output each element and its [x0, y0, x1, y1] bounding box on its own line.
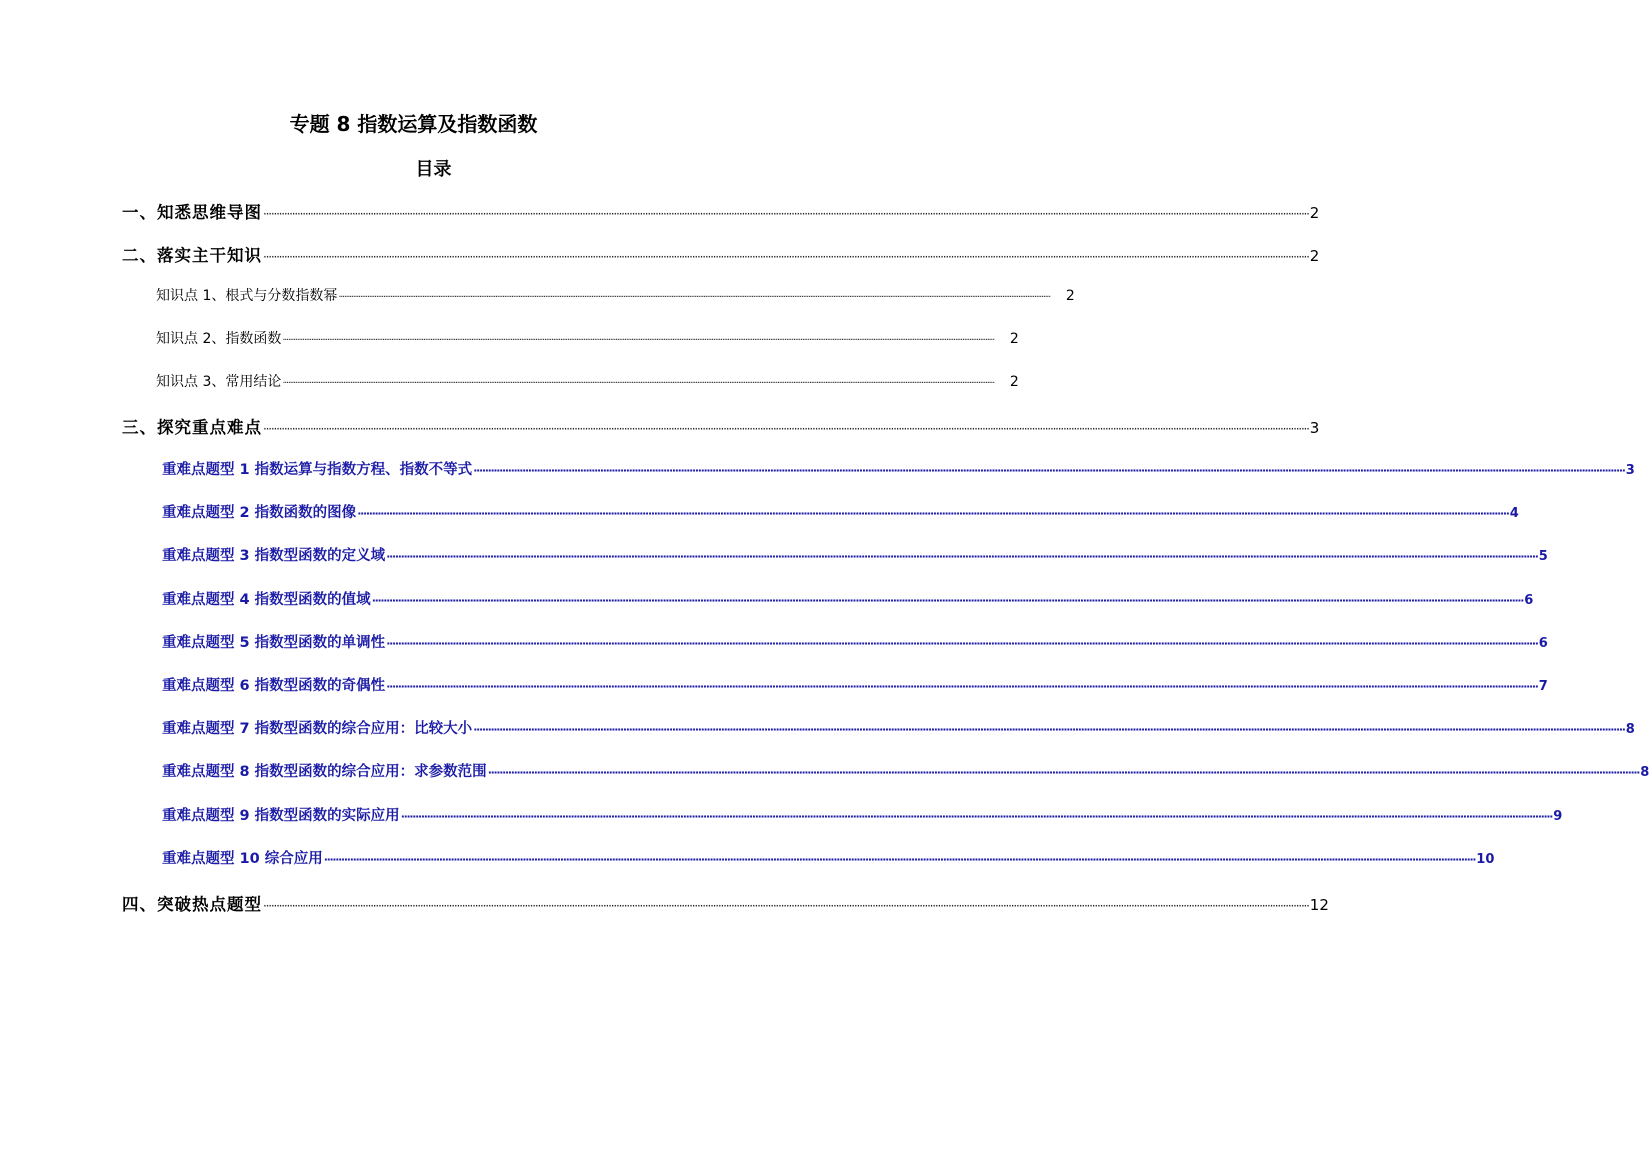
toc-entry-page-number: 10: [1476, 852, 1495, 867]
toc-entry[interactable]: [122, 242, 1320, 266]
toc-entry[interactable]: [162, 631, 1548, 652]
dot-leader: ················································································································································································································································································································································································································: [338, 292, 1050, 303]
toc-entry-label: 重难点题型 4 指数型函数的值域: [162, 592, 371, 608]
toc-entry-page-number: 9: [1553, 809, 1563, 824]
toc-heading: 目录: [415, 159, 452, 180]
toc-entry[interactable]: [162, 544, 1548, 565]
toc-entry-page-number: 2: [1009, 374, 1019, 390]
dot-leader: ················································································································································································································································································································································································································: [263, 250, 1309, 264]
toc-entry-label: 知识点 3、常用结论: [156, 374, 282, 390]
toc-entry-label: 重难点题型 6 指数型函数的奇偶性: [162, 678, 386, 694]
toc-entry-label: 四、突破热点题型: [122, 895, 262, 914]
toc-entry[interactable]: [122, 199, 1320, 223]
toc-entry-label: 重难点题型 5 指数型函数的单调性: [162, 635, 386, 651]
toc-entry-page-number: 3: [1625, 463, 1635, 478]
toc-entry-label: 重难点题型 8 指数型函数的综合应用：求参数范围: [162, 764, 487, 780]
dot-leader: ················································································································································································································································································································································································································: [323, 853, 1476, 866]
toc-entry-label: 知识点 2、指数函数: [156, 331, 282, 347]
toc-entry-label: 一、知悉思维导图: [122, 203, 262, 222]
toc-entry[interactable]: [162, 588, 1534, 609]
toc-entry-page-number: 3: [1309, 419, 1320, 437]
toc-entry-label: 重难点题型 7 指数型函数的综合应用：比较大小: [162, 721, 473, 737]
dot-leader: ················································································································································································································································································································································································································: [386, 680, 1538, 693]
toc-entry-page-number: 4: [1509, 506, 1519, 521]
toc-entry-page-number: 2: [1309, 204, 1320, 222]
toc-entry[interactable]: [162, 760, 1649, 781]
toc-entry[interactable]: [162, 717, 1635, 738]
toc-entry-page-number: 2: [1309, 247, 1320, 265]
dot-leader: ················································································································································································································································································································································································································: [386, 550, 1538, 563]
dot-leader: ················································································································································································································································································································································································································: [263, 422, 1309, 436]
dot-leader: ················································································································································································································································································································································································································: [371, 594, 1524, 607]
toc-entry-page-number: 8: [1625, 722, 1635, 737]
toc-entry-label: 知识点 1、根式与分数指数幂: [156, 288, 338, 304]
toc-entry-page-number: 2: [1009, 331, 1019, 347]
toc-entry[interactable]: [162, 804, 1563, 825]
toc-entry[interactable]: [162, 501, 1519, 522]
toc-entry-page-number: 6: [1538, 636, 1548, 651]
toc-entry-page-number: 6: [1524, 593, 1534, 608]
dot-leader: ················································································································································································································································································································································································································: [282, 378, 994, 389]
toc-entry-label: 重难点题型 10 综合应用: [162, 851, 323, 867]
dot-leader: ················································································································································································································································································································································································································: [263, 207, 1309, 221]
toc-entry[interactable]: [122, 891, 1329, 915]
toc-entry-page-number: 7: [1538, 679, 1548, 694]
toc-entry-label: 重难点题型 3 指数型函数的定义域: [162, 548, 386, 564]
toc-entry[interactable]: [122, 414, 1320, 438]
toc-entry[interactable]: [156, 328, 1019, 348]
dot-leader: ················································································································································································································································································································································································································: [282, 335, 994, 346]
toc-entry-label: 重难点题型 1 指数运算与指数方程、指数不等式: [162, 462, 473, 478]
dot-leader: ················································································································································································································································································································································································································: [473, 723, 1625, 736]
toc-entry[interactable]: [156, 285, 1075, 305]
dot-leader: ················································································································································································································································································································································································································: [357, 507, 1509, 520]
dot-leader: ················································································································································································································································································································································································································: [473, 464, 1625, 477]
toc-entry[interactable]: [156, 371, 1019, 391]
toc-entry[interactable]: [162, 458, 1635, 479]
dot-leader: ················································································································································································································································································································································································································: [400, 810, 1553, 823]
dot-leader: ················································································································································································································································································································································································································: [263, 899, 1309, 913]
toc-entry-label: 二、落实主干知识: [122, 246, 262, 265]
toc-entry-label: 三、探究重点难点: [122, 418, 262, 437]
toc-entry-label: 重难点题型 9 指数型函数的实际应用: [162, 808, 400, 824]
toc-entry[interactable]: [162, 847, 1495, 868]
toc-entry[interactable]: [162, 674, 1548, 695]
toc-entry-page-number: 2: [1065, 288, 1075, 304]
toc-entry-page-number: 8: [1640, 765, 1649, 780]
toc-entry-label: 重难点题型 2 指数函数的图像: [162, 505, 357, 521]
dot-leader: ················································································································································································································································································································································································································: [386, 637, 1538, 650]
toc-entry-page-number: 5: [1538, 549, 1548, 564]
document-title: 专题 8 指数运算及指数函数: [289, 112, 538, 136]
toc-entry-page-number: 12: [1309, 896, 1329, 914]
dot-leader: ················································································································································································································································································································································································································: [487, 766, 1640, 779]
